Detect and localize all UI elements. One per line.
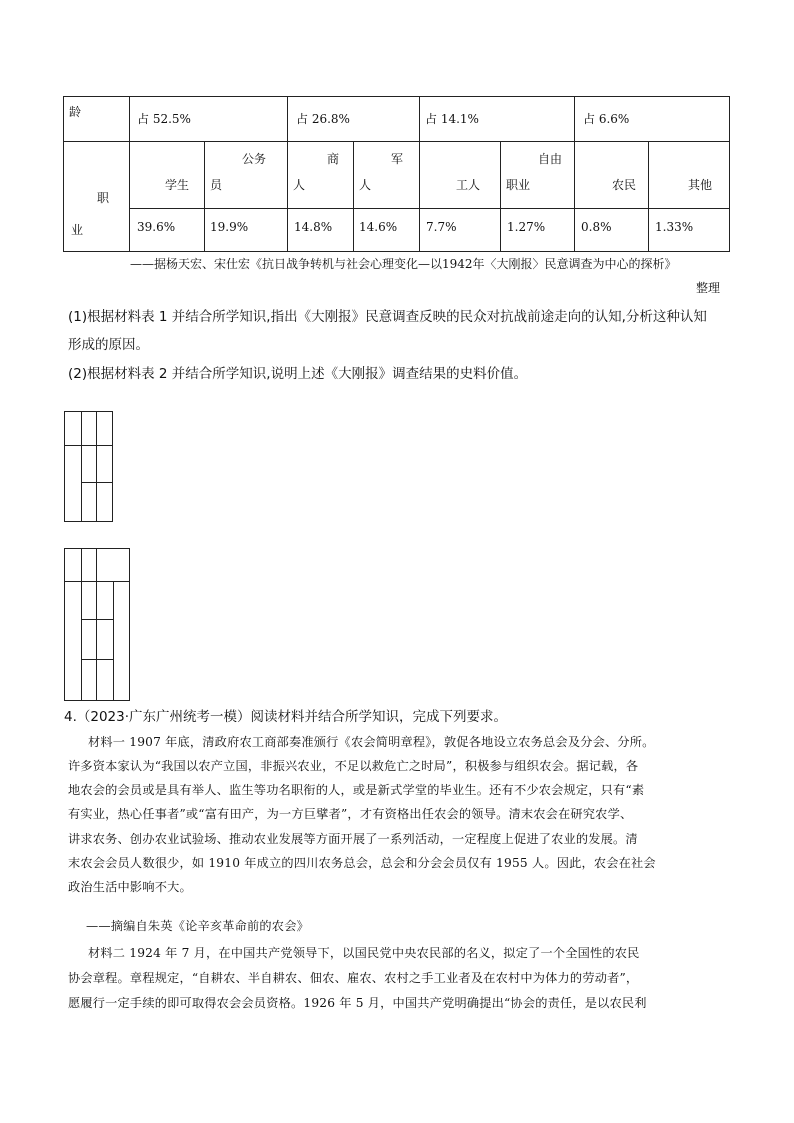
occupation-value: 1.33% — [649, 209, 730, 252]
material-1-line: 有实业，热心任事者”或“富有田产，为一方巨擘者”，才有资格出任农会的领导。清末农会在研究农学、 — [68, 807, 633, 821]
material-1-line: 地农会的会员或是具有举人、监生等功名职衔的人，或是新式学堂的毕业生。还有不少农会规定，只有“素 — [68, 783, 645, 797]
material-2-line: 愿履行一定手续的即可取得农会会员资格。1926 年 5 月，中国共产党明确提出“协会的责任，是以农民利 — [68, 996, 647, 1010]
occupation-header: 公务 员 — [205, 142, 288, 209]
occupation-value: 14.8% — [288, 209, 354, 252]
occupation-value-row — [64, 209, 730, 252]
occupation-header: 学生 — [130, 142, 205, 209]
table-source-citation: ——据杨天宏、宋仕宏《抗日战争转机与社会心理变化—以1942年〈大刚报〉民意调查为中心的探析》 — [130, 257, 677, 271]
occupation-header: 工人 — [420, 142, 501, 209]
material-2-line: 协会章程。章程规定，“自耕农、半自耕农、佃农、雇农、农村之手工业者及在农村中为体力的劳动者”， — [68, 971, 639, 985]
question-4-heading: 4.（2023·广东广州统考一模）阅读材料并结合所学知识，完成下列要求。 — [64, 709, 508, 725]
age-value: 占 6.6% — [583, 112, 630, 126]
age-label: 龄 — [69, 105, 82, 119]
occupation-value: 14.6% — [354, 209, 420, 252]
age-value-cell — [420, 97, 575, 142]
occupation-label-bottom: 业 — [71, 222, 84, 237]
occupation-value: 7.7% — [420, 209, 501, 252]
material-1-line: 许多资本家认为“我国以农产立国，非振兴农业，不足以救危亡之时局”，积极参与组织农会。据记载，各 — [68, 759, 639, 773]
age-value: 占 14.1% — [425, 112, 479, 126]
occupation-label-top: 职 — [97, 190, 110, 205]
occupation-value: 1.27% — [501, 209, 575, 252]
occupation-header-row — [64, 142, 730, 209]
occupation-header: 商 人 — [288, 142, 354, 209]
age-label-cell — [64, 97, 130, 142]
empty-grid-2 — [64, 548, 130, 701]
age-value-cell — [288, 97, 420, 142]
age-value: 占 26.8% — [296, 112, 350, 126]
material-1-line: 末农会会员人数很少，如 1910 年成立的四川农务总会，总会和分会会员仅有 1955 人。因此，农会在社会 — [68, 856, 656, 870]
material-1-line: 政治生活中影响不大。 — [68, 880, 192, 894]
occupation-label-cell — [64, 142, 130, 252]
occupation-value: 0.8% — [575, 209, 649, 252]
table-source-tail: 整理 — [696, 281, 721, 295]
age-value-cell — [575, 97, 730, 142]
age-row — [64, 97, 730, 142]
occupation-header: 农民 — [575, 142, 649, 209]
age-value-cell — [130, 97, 288, 142]
age-value: 占 52.5% — [137, 112, 191, 126]
survey-table — [63, 96, 730, 252]
material-2-line: 材料二 1924 年 7 月，在中国共产党领导下，以国民党中央农民部的名义，拟定了一个全国性的农民 — [88, 946, 640, 960]
empty-grid-1 — [64, 411, 113, 522]
question-1-line-2: 形成的原因。 — [68, 337, 149, 353]
material-1-line: 材料一 1907 年底，清政府农工商部奏准颁行《农会简明章程》，敦促各地设立农务总会及分会、分所。 — [88, 735, 655, 749]
occupation-value: 19.9% — [205, 209, 288, 252]
question-2: (2)根据材料表 2 并结合所学知识,说明上述《大刚报》调查结果的史料价值。 — [68, 366, 528, 382]
material-1-line: 讲求农务、创办农业试验场、推动农业发展等方面开展了一系列活动，一定程度上促进了农业的发展。清 — [68, 832, 638, 846]
occupation-header: 其他 — [649, 142, 730, 209]
material-1-source: ——摘编自朱英《论辛亥革命前的农会》 — [86, 919, 309, 933]
occupation-value: 39.6% — [130, 209, 205, 252]
question-1-line-1: (1)根据材料表 1 并结合所学知识,指出《大刚报》民意调查反映的民众对抗战前途走向的认知,分析这种认知 — [68, 309, 707, 325]
occupation-header: 军 人 — [354, 142, 420, 209]
occupation-header: 自由 职业 — [501, 142, 575, 209]
